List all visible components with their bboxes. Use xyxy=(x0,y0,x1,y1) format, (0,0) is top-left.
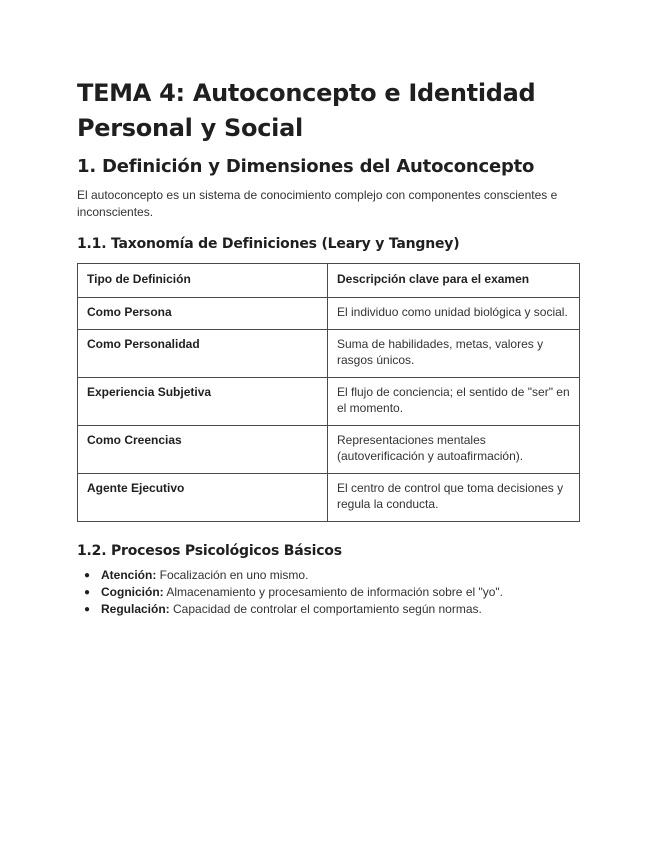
document-title: TEMA 4: Autoconcepto e Identidad Personal y Social xyxy=(77,79,536,142)
table-cell-term: Experiencia Subjetiva xyxy=(78,378,328,426)
table-header-cell: Tipo de Definición xyxy=(78,264,328,298)
table-row xyxy=(78,330,580,378)
list-item-term: Atención: xyxy=(101,568,157,582)
list-item-text: Capacidad de controlar el comportamiento según normas. xyxy=(169,602,482,616)
table-cell-description: El flujo de conciencia; el sentido de "ser" en el momento. xyxy=(328,378,580,426)
table-header-cell: Descripción clave para el examen xyxy=(328,264,580,298)
table-cell-description: El centro de control que toma decisiones y regula la conducta. xyxy=(328,474,580,522)
bullet-icon: ● xyxy=(84,604,91,615)
table-row xyxy=(78,298,580,330)
list-item xyxy=(77,584,579,601)
table-row xyxy=(78,474,580,522)
table-row xyxy=(78,426,580,474)
table-cell-term: Como Personalidad xyxy=(78,330,328,378)
list-item xyxy=(77,567,579,584)
definitions-table xyxy=(77,263,580,522)
bullet-icon: ● xyxy=(84,587,91,598)
table-cell-term: Como Persona xyxy=(78,298,328,330)
document-page xyxy=(77,76,579,618)
list-item-text: Almacenamiento y procesamiento de información sobre el "yo". xyxy=(163,585,504,599)
table-row xyxy=(78,378,580,426)
section-1-1-heading: 1.1. Taxonomía de Definiciones (Leary y Tangney) xyxy=(77,236,460,252)
table-cell-description: Representaciones mentales (autoverificación y autoafirmación). xyxy=(328,426,580,474)
section-1-intro: El autoconcepto es un sistema de conocimiento complejo con componentes conscientes e inconscientes. xyxy=(77,188,558,219)
table-cell-description: El individuo como unidad biológica y social. xyxy=(328,298,580,330)
list-item-term: Regulación: xyxy=(101,602,170,616)
table-cell-description: Suma de habilidades, metas, valores y rasgos únicos. xyxy=(328,330,580,378)
processes-list xyxy=(77,567,579,618)
bullet-icon: ● xyxy=(84,570,91,581)
section-1-heading: 1. Definición y Dimensiones del Autoconcepto xyxy=(77,156,535,177)
table-cell-term: Agente Ejecutivo xyxy=(78,474,328,522)
list-item xyxy=(77,601,579,618)
list-item-text: Focalización en uno mismo. xyxy=(156,568,309,582)
list-item-term: Cognición: xyxy=(101,585,164,599)
table-header-row xyxy=(78,264,580,298)
table-cell-term: Como Creencias xyxy=(78,426,328,474)
section-1-2-heading: 1.2. Procesos Psicológicos Básicos xyxy=(77,543,342,559)
